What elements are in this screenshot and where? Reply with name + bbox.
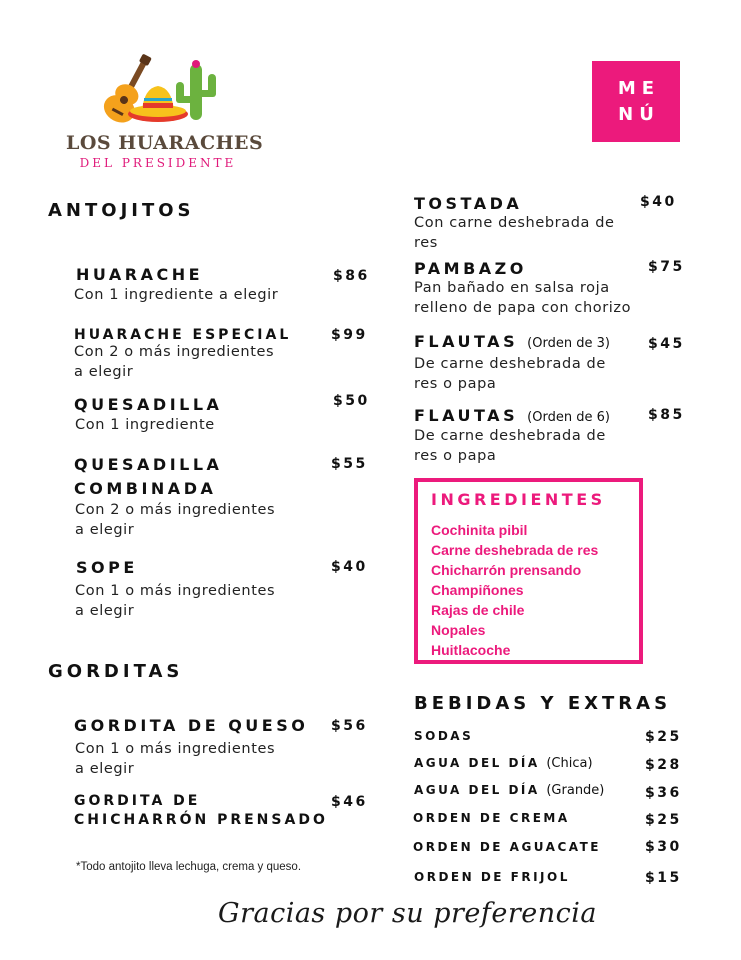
list-item: Rajas de chile [431, 602, 525, 618]
logo-title: LOS HUARACHES [66, 132, 264, 154]
menu-item-price: $55 [331, 456, 368, 472]
menu-item-name-text: FLAUTAS [414, 406, 519, 425]
menu-item-description: Con 1 ingrediente a elegir [74, 287, 279, 303]
menu-item-description: a elegir [75, 603, 135, 619]
menu-item-name: COMBINADA [74, 479, 217, 498]
beverage-name: ORDEN DE FRIJOL [414, 870, 570, 884]
menu-item-description: a elegir [75, 522, 135, 538]
menu-item-name: GORDITA DE QUESO [74, 716, 309, 735]
menu-item-price: $50 [333, 393, 370, 409]
menu-item-description: Con 1 ingrediente [75, 417, 215, 433]
menu-item-price: $40 [331, 559, 368, 575]
beverage-name [414, 756, 593, 771]
menu-item-price: $40 [640, 194, 677, 210]
menu-item-description: De carne deshebrada de [414, 428, 606, 444]
section-heading-bebidas: BEBIDAS Y EXTRAS [414, 693, 672, 714]
list-item: Carne deshebrada de res [431, 542, 599, 558]
logo [66, 48, 264, 176]
menu-item-description: res o papa [414, 448, 497, 464]
menu-item-name: HUARACHE ESPECIAL [74, 327, 292, 343]
menu-item-price: $75 [648, 259, 685, 275]
beverage-price: $25 [645, 729, 682, 745]
menu-item-description: a elegir [74, 364, 134, 380]
beverage-price: $28 [645, 757, 682, 773]
beverage-name: ORDEN DE CREMA [413, 811, 570, 825]
menu-item-note: (Orden de 6) [527, 410, 610, 425]
menu-item-description: De carne deshebrada de [414, 356, 606, 372]
beverage-name-text: AGUA DEL DÍA [414, 756, 540, 770]
list-item: Chicharrón prensando [431, 562, 582, 578]
menu-item-name-text: FLAUTAS [414, 332, 519, 351]
menu-item-description: Con 1 o más ingredientes [75, 583, 276, 599]
menu-item-description: relleno de papa con chorizo [414, 300, 632, 316]
menu-item-description: res [414, 235, 438, 251]
beverage-price: $15 [645, 870, 682, 886]
menu-item-description: a elegir [75, 761, 135, 777]
beverage-note: (Grande) [546, 783, 605, 798]
menu-item-price: $46 [331, 794, 368, 810]
menu-item-name: TOSTADA [414, 194, 523, 213]
list-item: Huitlacoche [431, 642, 511, 658]
menu-item-price: $45 [648, 336, 685, 352]
menu-item-name: SOPE [76, 558, 138, 577]
menu-item-description: Con 1 o más ingredientes [75, 741, 276, 757]
menu-item-name [414, 330, 610, 356]
menu-item-price: $56 [331, 718, 368, 734]
menu-item-name: QUESADILLA [74, 395, 223, 414]
footnote: *Todo antojito lleva lechuga, crema y queso. [76, 861, 302, 873]
list-item: Nopales [431, 622, 486, 638]
list-item: Champiñones [431, 582, 524, 598]
list-item: Cochinita pibil [431, 522, 528, 538]
guitar-sombrero-cactus-icon [66, 48, 250, 132]
menu-badge-line2: NÚ [618, 103, 660, 125]
beverage-name-text: AGUA DEL DÍA [414, 783, 540, 797]
ingredients-list [431, 520, 598, 660]
menu-item-price: $85 [648, 407, 685, 423]
menu-item-description: res o papa [414, 376, 497, 392]
menu-item-name: HUARACHE [76, 265, 204, 284]
menu-item-price: $86 [333, 268, 370, 284]
menu-item-description: Pan bañado en salsa roja [414, 280, 610, 296]
menu-item-name: GORDITA DE [74, 793, 201, 809]
menu-item-name: CHICHARRÓN PRENSADO [74, 812, 328, 828]
menu-item-note: (Orden de 3) [527, 336, 610, 351]
beverage-name: ORDEN DE AGUACATE [413, 840, 601, 854]
beverage-name: SODAS [414, 729, 474, 743]
menu-item-description: Con 2 o más ingredientes [74, 344, 275, 360]
ingredients-heading: INGREDIENTES [431, 490, 606, 509]
menu-item-description: Con 2 o más ingredientes [75, 502, 276, 518]
logo-subtitle: DEL PRESIDENTE [79, 156, 237, 170]
beverage-name [414, 783, 604, 798]
beverage-price: $36 [645, 785, 682, 801]
menu-badge [592, 61, 680, 142]
menu-item-price: $99 [331, 327, 368, 343]
menu-item-description: Con carne deshebrada de [414, 215, 615, 231]
menu-item-name: QUESADILLA [74, 455, 223, 474]
beverage-price: $25 [645, 812, 682, 828]
section-heading-gorditas: GORDITAS [48, 661, 184, 682]
beverage-price: $30 [645, 839, 682, 855]
menu-item-name: PAMBAZO [414, 259, 527, 278]
beverage-note: (Chica) [546, 756, 593, 771]
section-heading-antojitos: ANTOJITOS [48, 200, 195, 221]
closing-message: Gracias por su preferencia [218, 898, 597, 929]
ingredients-box [414, 478, 643, 664]
menu-badge-line1: ME [617, 77, 661, 99]
